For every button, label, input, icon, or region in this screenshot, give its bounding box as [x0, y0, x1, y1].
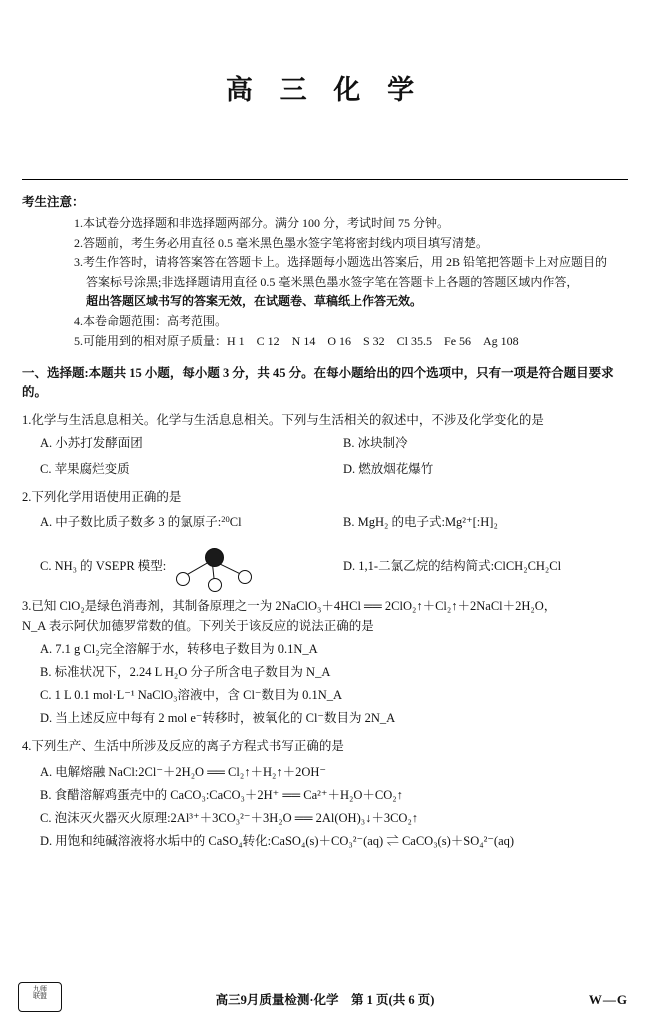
option-column-left [22, 542, 325, 590]
option-c[interactable]: C. 苹果腐烂变质 [40, 461, 130, 476]
page-footer [0, 985, 650, 1008]
option-b[interactable]: B. 冰块制冷 [343, 435, 408, 450]
option-c[interactable]: C. 泡沫灭火器灭火原理:2Al³⁺＋3CO₃²⁻＋3H₂O ══ 2Al(OH)₃↓＋3CO₂↑ [40, 810, 419, 825]
option-column-right [325, 512, 628, 532]
section-text: 本题共 15 小题，每小题 3 分，共 45 分。在每小题给出的四个选项中，只有一项是符合题目要求的。 [22, 366, 614, 399]
question-stem: 2.下列化学用语使用正确的是 [22, 489, 182, 504]
vsepr-model-icon [166, 542, 262, 590]
question-stem-line1: 3.已知 ClO₂是绿色消毒剂，其制备原理之一为 2NaClO₃＋4HCl ══ 2ClO₂↑＋Cl₂↑＋2NaCl＋2H₂O， [22, 598, 557, 613]
notice-item: 答案标号涂黑;非选择题请用直径 0.5 毫米黑色墨水签字笔在答题卡上各题的答题区域内作答， [86, 274, 579, 289]
option-d[interactable]: D. 当上述反应中每有 2 mol e⁻转移时，被氧化的 Cl⁻数目为 2N_A [40, 710, 396, 725]
notice-list [22, 214, 628, 350]
footer-code: W—G [588, 992, 628, 1007]
option-b[interactable]: B. 标准状况下，2.24 L H₂O 分子所含电子数目为 N_A [40, 664, 331, 679]
option-column-left [22, 512, 325, 532]
footer-center: 高三9月质量检测·化学 第 1 页(共 6 页) [215, 993, 435, 1007]
section-label: 一、选择题: [22, 366, 89, 381]
question-1 [22, 410, 628, 479]
publisher-logo: 九师 联盟 [18, 982, 62, 1012]
option-b[interactable]: B. 食醋溶解鸡蛋壳中的 CaCO₃:CaCO₃＋2H⁺ ══ Ca²⁺＋H₂O＋CO₂↑ [40, 787, 403, 802]
option-grid-2 [22, 542, 628, 590]
option-d[interactable]: D. 1,1-二氯乙烷的结构简式:ClCH₂CH₂Cl [343, 558, 562, 573]
option-c[interactable]: C. 1 L 0.1 mol·L⁻¹ NaClO₃溶液中，含 Cl⁻数目为 0.1N_A [40, 687, 343, 702]
option-b[interactable]: B. MgH₂ 的电子式:Mg²⁺[:H]₂ [343, 514, 498, 529]
question-stem: 1.化学与生活息息相关。化学与生活息息相关。下列与生活相关的叙述中，不涉及化学变化的是 [22, 412, 544, 427]
exam-page [0, 68, 650, 1022]
question-4 [22, 736, 628, 851]
notice-item: 2.答题前，考生务必用直径 0.5 毫米黑色墨水签字笔将密封线内项目填写清楚。 [74, 235, 489, 250]
option-grid [22, 433, 628, 479]
question-2 [22, 487, 628, 590]
option-column-left [22, 433, 325, 479]
option-a[interactable]: A. 小苏打发酵面团 [40, 435, 143, 450]
option-d[interactable]: D. 用饱和纯碱溶液将水垢中的 CaSO₄转化:CaSO₄(s)＋CO₃²⁻(aq) ⇌ CaCO₃(s)＋SO₄²⁻(aq) [40, 833, 515, 848]
question-stem-line2: N_A 表示阿伏加德罗常数的值。下列关于该反应的说法正确的是 [22, 618, 374, 633]
notice-item: 3.考生作答时，请将答案答在答题卡上。选择题每小题选出答案后，用 2B 铅笔把答题卡上对应题目的 [74, 255, 608, 270]
section-heading [22, 364, 628, 402]
notice-item-bold: 超出答题区域书写的答案无效，在试题卷、草稿纸上作答无效。 [86, 294, 423, 309]
question-3 [22, 596, 628, 728]
option-grid [22, 512, 628, 532]
header-divider [22, 179, 628, 180]
page-title: 高 三 化 学 [225, 75, 425, 105]
option-a[interactable]: A. 电解熔融 NaCl:2Cl⁻＋2H₂O ══ Cl₂↑＋H₂↑＋2OH⁻ [40, 764, 326, 779]
notice-item: 5.可能用到的相对原子质量：H 1 C 12 N 14 O 16 S 32 Cl 35.5 Fe 56 Ag 108 [74, 333, 519, 348]
question-stem: 4.下列生产、生活中所涉及反应的离子方程式书写正确的是 [22, 738, 344, 753]
option-a[interactable]: A. 中子数比质子数多 3 的氯原子:$^{20}$Cl [40, 513, 242, 529]
notice-heading: 考生注意： [22, 195, 85, 209]
option-column-right [325, 556, 628, 576]
option-d[interactable]: D. 燃放烟花爆竹 [343, 461, 434, 476]
option-a[interactable]: A. 7.1 g Cl₂完全溶解于水，转移电子数目为 0.1N_A [40, 641, 318, 656]
option-c[interactable]: C. NH₃ 的 VSEPR 模型: [40, 558, 167, 573]
notice-item: 1.本试卷分选择题和非选择题两部分。满分 100 分，考试时间 75 分钟。 [74, 216, 450, 230]
notice-item: 4.本卷命题范围：高考范围。 [74, 313, 228, 328]
option-column-right [325, 433, 628, 479]
